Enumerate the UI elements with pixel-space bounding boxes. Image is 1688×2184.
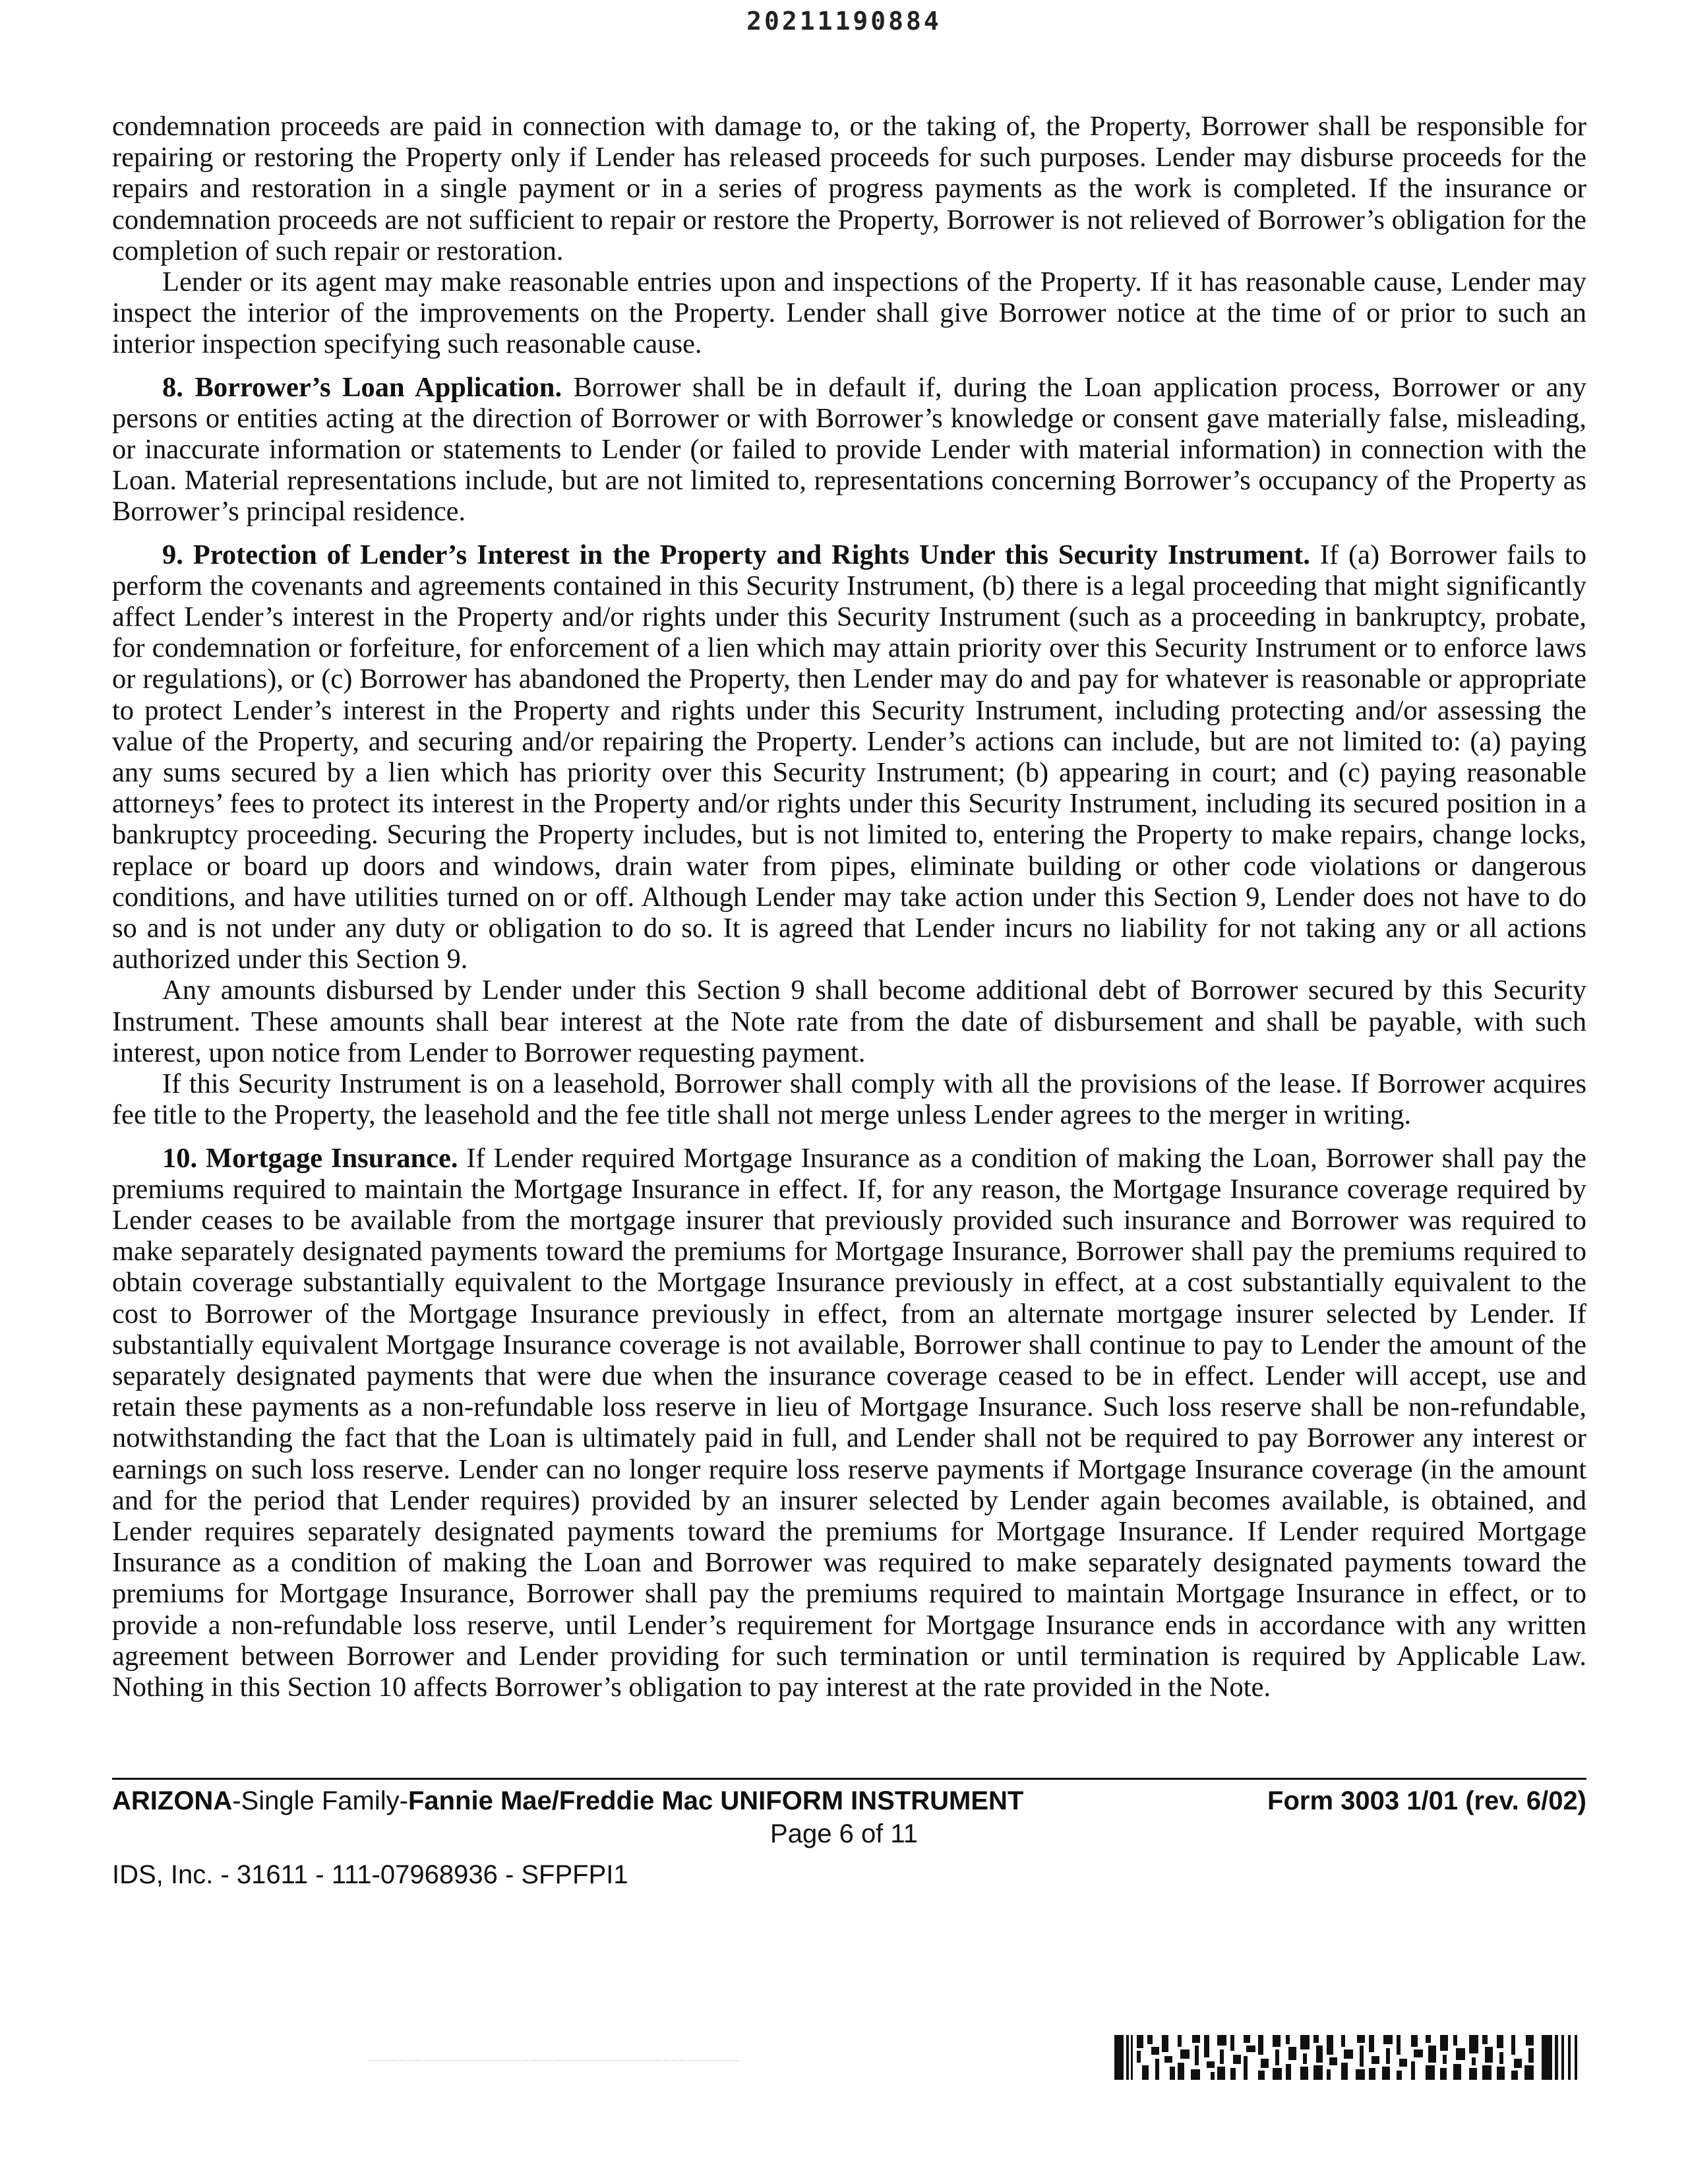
recording-number: 20211190884	[746, 7, 942, 36]
section-8-loan-application	[112, 372, 1586, 528]
section-8-heading: 8. Borrower’s Loan Application.	[162, 371, 562, 403]
ids-document-code: IDS, Inc. - 31611 - 111-07968936 - SFPFPI1	[112, 1860, 628, 1889]
section-9-heading: 9. Protection of Lender’s Interest in the Property and Rights Under this Security Instrument.	[162, 539, 1310, 570]
paragraph-leasehold: If this Security Instrument is on a leasehold, Borrower shall comply with all the provisions of the lease. If Borrower acquires fee title to the Property, the leasehold and the fee title shall not merge unless Lender agrees to the merger in writing.	[112, 1068, 1586, 1131]
page-number: Page 6 of 11	[770, 1819, 918, 1848]
section-10-text: If Lender required Mortgage Insurance as a condition of making the Loan, Borrower shall pay the premiums required to maintain the Mortgage Insurance in effect. If, for any reason, the Mortgage Insurance coverage required by Lender ceases to be available from the mortgage insurer that previously provided such insurance and Borrower was required to make separately designated payments toward the premiums for Mortgage Insurance, Borrower shall pay the premiums required to obtain coverage substantially equivalent to the Mortgage Insurance previously in effect, at a cost substantially equivalent to the cost to Borrower of the Mortgage Insurance previously in effect, from an alternate mortgage insurer selected by Lender. If substantially equivalent Mortgage Insurance coverage is not available, Borrower shall continue to pay to Lender the amount of the separately designated payments that were due when the insurance coverage ceased to be in effect. Lender will accept, use and retain these payments as a non-refundable loss reserve in lieu of Mortgage Insurance. Such loss reserve shall be non-refundable, notwithstanding the fact that the Loan is ultimately paid in full, and Lender shall not be required to pay Borrower any interest or earnings on such loss reserve. Lender can no longer require loss reserve payments if Mortgage Insurance coverage (in the amount and for the period that Lender requires) provided by an insurer selected by Lender again becomes available, is obtained, and Lender requires separately designated payments toward the premiums for Mortgage Insurance. If Lender required Mortgage Insurance as a condition of making the Loan and Borrower was required to make separately designated payments toward the premiums for Mortgage Insurance, Borrower shall pay the premiums required to maintain Mortgage Insurance in effect, or to provide a non-refundable loss reserve, until Lender’s requirement for Mortgage Insurance ends in accordance with any written agreement between Borrower and Lender providing for such termination or until termination is required by Applicable Law. Nothing in this Section 10 affects Borrower’s obligation to pay interest at the rate provided in the Note.	[112, 1142, 1587, 1703]
footer-divider	[112, 1778, 1586, 1780]
section-9-text: If (a) Borrower fails to perform the covenants and agreements contained in this Security Instrument, (b) there is a legal proceeding that might significantly affect Lender’s interest in the Property and/or rights under this Security Instrument (such as a proceeding in bankruptcy, probate, for condemnation or forfeiture, for enforcement of a lien which may attain priority over this Security Instrument or to enforce laws or regulations), or (c) Borrower has abandoned the Property, then Lender may do and pay for whatever is reasonable or appropriate to protect Lender’s interest in the Property and rights under this Security Instrument, including protecting and/or assessing the value of the Property, and securing and/or repairing the Property. Lender’s actions can include, but are not limited to: (a) paying any sums secured by a lien which has priority over this Security Instrument; (b) appearing in court; and (c) paying reasonable attorneys’ fees to protect its interest in the Property and/or rights under this Security Instrument, including its secured position in a bankruptcy proceeding. Securing the Property includes, but is not limited to, entering the Property to make repairs, change locks, replace or board up doors and windows, drain water from pipes, eliminate building or other code violations or dangerous conditions, and have utilities turned on or off. Although Lender may take action under this Section 9, Lender does not have to do so and is not under any duty or obligation to do so. It is agreed that Lender incurs no liability for not taking any or all actions authorized under this Section 9.	[112, 539, 1586, 975]
section-10-heading: 10. Mortgage Insurance.	[162, 1142, 458, 1174]
paragraph-condemnation-continuation: condemnation proceeds are paid in connection with damage to, or the taking of, the Property, Borrower shall be responsible for repairing or restoring the Property only if Lender has released proceeds for such purposes. Lender may disburse proceeds for the repairs and restoration in a single payment or in a series of progress payments as the work is completed. If the insurance or condemnation proceeds are not sufficient to repair or restore the Property, Borrower is not relieved of Borrower’s obligation for the completion of such repair or restoration.	[112, 111, 1586, 266]
footer-family-type: -Single Family-	[232, 1786, 408, 1815]
footer-state: ARIZONA	[112, 1786, 233, 1815]
footer-instrument: Fannie Mae/Freddie Mac UNIFORM INSTRUMENT	[407, 1786, 1024, 1815]
paragraph-lender-inspection: Lender or its agent may make reasonable entries upon and inspections of the Property. If it has reasonable cause, Lender may inspect the interior of the improvements on the Property. Lender shall give Borrower notice at the time of or prior to such an interior inspection specifying such reasonable cause.	[112, 266, 1586, 360]
paragraph-amounts-disbursed: Any amounts disbursed by Lender under this Section 9 shall become additional debt of Borrower secured by this Security Instrument. These amounts shall bear interest at the Note rate from the date of disbursement and shall be payable, with such interest, upon notice from Lender to Borrower requesting payment.	[112, 975, 1586, 1068]
barcode-image	[1114, 2031, 1586, 2084]
section-9-protection	[112, 539, 1586, 975]
section-8-text: Borrower shall be in default if, during the Loan application process, Borrower or any persons or entities acting at the direction of Borrower or with Borrower’s knowledge or consent gave materially false, misleading, or inaccurate information or statements to Lender (or failed to provide Lender with material information) in connection with the Loan. Material representations include, but are not limited to, representations concerning Borrower’s occupancy of the Property as Borrower’s principal residence.	[112, 371, 1586, 528]
footer-instrument-title	[112, 1784, 1023, 1817]
scan-artifact	[369, 2060, 738, 2065]
document-body	[112, 111, 1586, 1703]
footer-form-line	[112, 1784, 1586, 1817]
footer-form-number: Form 3003 1/01 (rev. 6/02)	[1267, 1786, 1586, 1815]
section-10-mortgage-insurance	[112, 1143, 1586, 1703]
